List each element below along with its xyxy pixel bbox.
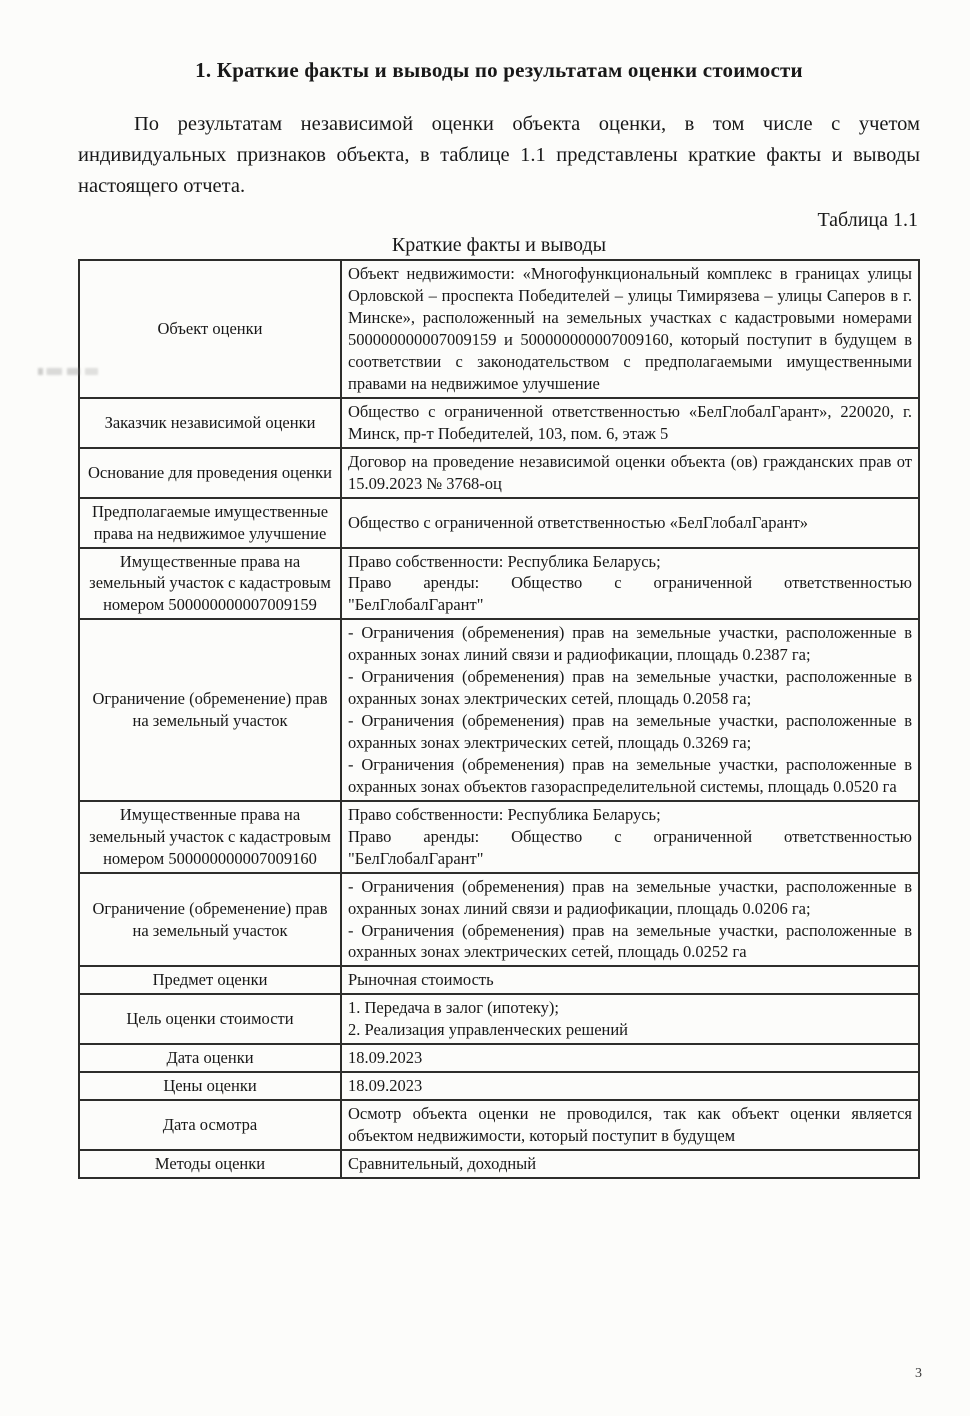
value-paragraph: Право собственности: Республика Беларусь; xyxy=(348,551,661,571)
row-value-rights-9159 xyxy=(341,548,919,620)
row-value-valuation-date xyxy=(341,1044,919,1072)
table-row xyxy=(79,1044,919,1072)
facts-table xyxy=(78,259,920,1179)
table-row xyxy=(79,619,919,801)
value-paragraph: Право аренды: Общество с ограниченной ответственностью "БелГлобалГарант" xyxy=(348,826,912,868)
table-row xyxy=(79,260,919,398)
value-paragraph: Договор на проведение независимой оценки объекта (ов) гражданских прав от 15.09.2023 № 3768-оц xyxy=(348,451,912,493)
table-row xyxy=(79,548,919,620)
table-row xyxy=(79,1100,919,1150)
row-value-assumed-rights xyxy=(341,498,919,548)
value-paragraph: - Ограничения (обременения) прав на земельные участки, расположенные в охранных зонах электрических сетей, площадь 0.0252 га xyxy=(348,920,912,962)
row-value-restrictions-9160 xyxy=(341,873,919,967)
value-paragraph: 1. Передача в залог (ипотеку); xyxy=(348,998,560,1018)
value-paragraph: - Ограничения (обременения) прав на земельные участки, расположенные в охранных зонах линий связи и радиофикации, площадь 0.0206 га; xyxy=(348,876,912,918)
value-paragraph: Рыночная стоимость xyxy=(348,970,494,990)
table-row xyxy=(79,966,919,994)
row-value-methods xyxy=(341,1150,919,1178)
table-title: Краткие факты и выводы xyxy=(391,234,607,257)
row-label-rights-9159: Имущественные права на земельный участок с кадастровым номером 500000000007009159 xyxy=(79,548,341,620)
row-label-object: Объект оценки xyxy=(79,260,341,398)
table-row xyxy=(79,801,919,873)
row-value-prices-date xyxy=(341,1072,919,1100)
table-row xyxy=(79,873,919,967)
scan-artifact xyxy=(38,368,98,375)
row-label-basis: Основание для проведения оценки xyxy=(79,448,341,498)
row-value-customer xyxy=(341,398,919,448)
row-label-rights-9160: Имущественные права на земельный участок с кадастровым номером 500000000007009160 xyxy=(79,801,341,873)
row-label-valuation-date: Дата оценки xyxy=(79,1044,341,1072)
value-paragraph: Общество с ограниченной ответственностью «БелГлобалГарант», 220020, г. Минск, пр-т Победителей, 103, пом. 6, этаж 5 xyxy=(348,401,912,443)
row-label-assumed-rights: Предполагаемые имущественные права на недвижимое улучшение xyxy=(79,498,341,548)
row-value-purpose xyxy=(341,994,919,1044)
value-paragraph: - Ограничения (обременения) прав на земельные участки, расположенные в охранных зонах электрических сетей, площадь 0.2058 га; xyxy=(348,667,912,709)
row-value-rights-9160 xyxy=(341,801,919,873)
row-value-object xyxy=(341,260,919,398)
row-label-prices-date: Цены оценки xyxy=(79,1072,341,1100)
row-label-restrictions-9159: Ограничение (обременение) прав на земельный участок xyxy=(79,619,341,801)
row-value-inspection-date xyxy=(341,1100,919,1150)
value-paragraph: Объект недвижимости: «Многофункциональный комплекс в границах улицы Орловской – проспекта Победителей – улицы Тимирязева – улицы Саперов в г. Минске», расположенный на земельных участках с кадастровыми номерами 500000000007009159 и 500000000007009160, который поступит в будущем в соответствии с законодательством с предполагаемыми имущественными правами на недвижимое улучшение xyxy=(348,264,912,393)
value-paragraph: Общество с ограниченной ответственностью «БелГлобалГарант» xyxy=(348,512,809,532)
value-paragraph: 18.09.2023 xyxy=(348,1076,423,1096)
value-paragraph: - Ограничения (обременения) прав на земельные участки, расположенные в охранных зонах электрических сетей, площадь 0.3269 га; xyxy=(348,711,912,752)
row-label-subject: Предмет оценки xyxy=(79,966,341,994)
row-label-purpose: Цель оценки стоимости xyxy=(79,994,341,1044)
intro-paragraph: По результатам независимой оценки объекта оценки, в том числе с учетом индивидуальных признаков объекта, в таблице 1.1 представлены краткие факты и выводы настоящего отчета. xyxy=(78,113,920,197)
page-number: 3 xyxy=(915,1366,922,1381)
table-row xyxy=(79,1150,919,1178)
value-paragraph: Сравнительный, доходный xyxy=(348,1153,537,1173)
row-label-methods: Методы оценки xyxy=(79,1150,341,1178)
row-label-customer: Заказчик независимой оценки xyxy=(79,398,341,448)
table-row xyxy=(79,1072,919,1100)
value-paragraph: 2. Реализация управленческих решений xyxy=(348,1020,629,1040)
value-paragraph: Право аренды: Общество с ограниченной ответственностью "БелГлобалГарант" xyxy=(348,573,912,615)
table-row xyxy=(79,498,919,548)
value-paragraph: 18.09.2023 xyxy=(348,1048,423,1068)
row-label-restrictions-9160: Ограничение (обременение) прав на земельный участок xyxy=(79,873,341,967)
value-paragraph: Право собственности: Республика Беларусь; xyxy=(348,804,661,824)
value-paragraph: - Ограничения (обременения) прав на земельные участки, расположенные в охранных зонах объектов газораспределительной системы, площадь 0.0520 га xyxy=(348,754,912,796)
table-row xyxy=(79,398,919,448)
row-label-inspection-date: Дата осмотра xyxy=(79,1100,341,1150)
row-value-basis xyxy=(341,448,919,498)
row-value-restrictions-9159 xyxy=(341,619,919,801)
table-row xyxy=(79,994,919,1044)
table-row xyxy=(79,448,919,498)
value-paragraph: Осмотр объекта оценки не проводился, так как объект оценки является объектом недвижимости, который поступит в будущем xyxy=(348,1104,912,1145)
row-value-subject xyxy=(341,966,919,994)
section-heading: 1. Краткие факты и выводы по результатам оценки стоимости xyxy=(195,58,803,82)
table-reference-label: Таблица 1.1 xyxy=(817,209,918,232)
value-paragraph: - Ограничения (обременения) прав на земельные участки, расположенные в охранных зонах линий связи и радиофикации, площадь 0.2387 га; xyxy=(348,623,912,665)
